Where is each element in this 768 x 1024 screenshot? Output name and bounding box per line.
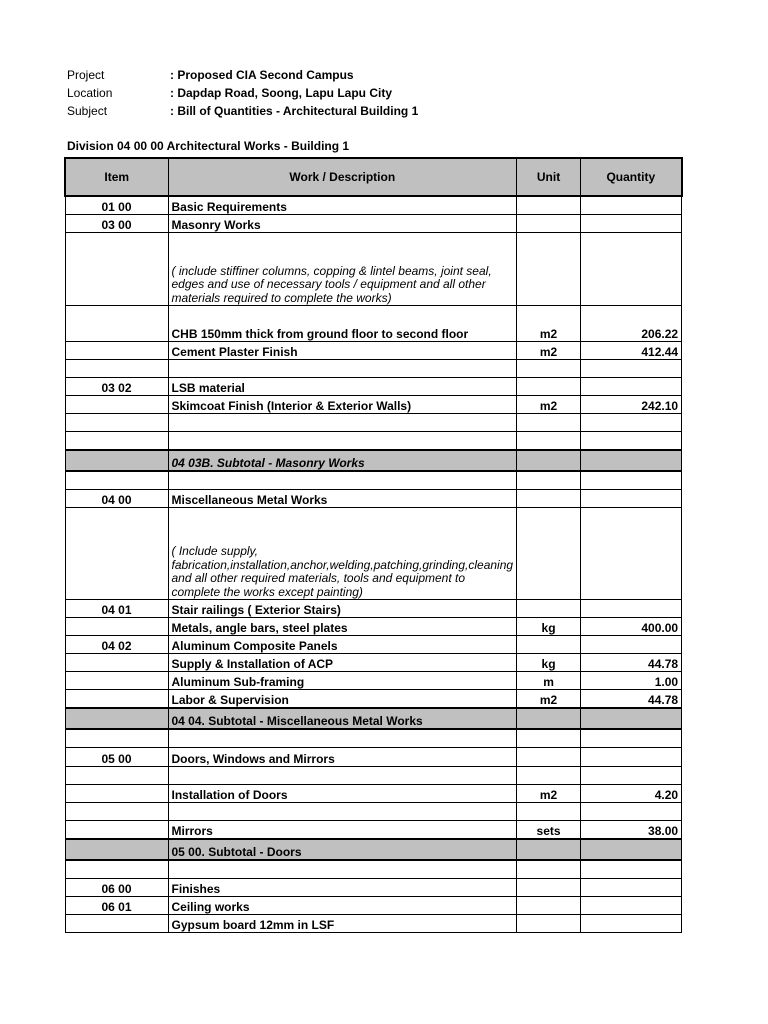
description-cell: ( Include supply, fabrication,installation,anchor,welding,patching,grinding,cleaning and all other required materials, tools and equipment to complete the works except painting) <box>168 508 517 600</box>
table-row <box>65 306 682 342</box>
unit-cell <box>517 471 581 490</box>
quantity-cell: 412.44 <box>581 342 682 360</box>
table-row <box>65 636 682 654</box>
description-cell: Basic Requirements <box>168 196 517 215</box>
quantity-cell <box>581 490 682 508</box>
quantity-cell <box>581 729 682 748</box>
table-row <box>65 432 682 451</box>
item-cell <box>65 432 168 451</box>
unit-cell <box>517 432 581 451</box>
unit-cell <box>517 636 581 654</box>
item-cell <box>65 785 168 803</box>
table-row <box>65 897 682 915</box>
item-cell <box>65 767 168 785</box>
quantity-cell <box>581 708 682 729</box>
description-cell: Supply & Installation of ACP <box>168 654 517 672</box>
table-row <box>65 672 682 690</box>
table-row <box>65 821 682 840</box>
subject-row <box>67 102 418 120</box>
description-cell: Skimcoat Finish (Interior & Exterior Walls) <box>168 396 517 414</box>
quantity-cell: 44.78 <box>581 690 682 709</box>
quantity-cell <box>581 196 682 215</box>
unit-cell <box>517 490 581 508</box>
item-cell <box>65 414 168 432</box>
description-cell: Stair railings ( Exterior Stairs) <box>168 600 517 618</box>
description-cell: Labor & Supervision <box>168 690 517 709</box>
table-row <box>65 414 682 432</box>
document-header <box>67 66 418 120</box>
description-cell: Gypsum board 12mm in LSF <box>168 915 517 933</box>
quantity-cell: 38.00 <box>581 821 682 840</box>
description-cell: 04 04. Subtotal - Miscellaneous Metal Works <box>168 708 517 729</box>
description-cell: 05 00. Subtotal - Doors <box>168 839 517 860</box>
unit-cell: m2 <box>517 342 581 360</box>
description-cell <box>168 414 517 432</box>
table-row <box>65 360 682 378</box>
quantity-cell: 242.10 <box>581 396 682 414</box>
table-row <box>65 233 682 306</box>
description-cell <box>168 803 517 821</box>
unit-cell <box>517 215 581 233</box>
item-cell: 04 01 <box>65 600 168 618</box>
quantity-cell <box>581 215 682 233</box>
subtotal-row <box>65 708 682 729</box>
table-row <box>65 508 682 600</box>
table-row <box>65 378 682 396</box>
item-cell <box>65 915 168 933</box>
unit-cell <box>517 600 581 618</box>
item-cell: 05 00 <box>65 748 168 767</box>
table-row <box>65 803 682 821</box>
table-body <box>65 196 682 933</box>
description-cell <box>168 360 517 378</box>
table-row <box>65 860 682 879</box>
item-cell: 06 01 <box>65 897 168 915</box>
unit-cell <box>517 450 581 471</box>
quantity-cell <box>581 860 682 879</box>
unit-cell <box>517 360 581 378</box>
quantity-cell <box>581 471 682 490</box>
description-cell: Cement Plaster Finish <box>168 342 517 360</box>
table-row <box>65 618 682 636</box>
quantity-cell: 4.20 <box>581 785 682 803</box>
quantity-cell <box>581 378 682 396</box>
table-header-row <box>65 158 682 196</box>
unit-cell: m <box>517 672 581 690</box>
description-cell: Installation of Doors <box>168 785 517 803</box>
project-value: : Proposed CIA Second Campus <box>170 68 354 82</box>
subtotal-row <box>65 450 682 471</box>
item-cell <box>65 618 168 636</box>
quantity-cell: 400.00 <box>581 618 682 636</box>
item-cell: 03 00 <box>65 215 168 233</box>
quantity-cell <box>581 897 682 915</box>
item-cell <box>65 306 168 342</box>
unit-cell <box>517 803 581 821</box>
table-row <box>65 690 682 709</box>
table-row <box>65 785 682 803</box>
location-row <box>67 84 418 102</box>
description-cell <box>168 729 517 748</box>
item-cell <box>65 450 168 471</box>
item-cell <box>65 729 168 748</box>
item-cell: 04 02 <box>65 636 168 654</box>
item-cell <box>65 803 168 821</box>
unit-cell <box>517 860 581 879</box>
unit-cell: m2 <box>517 396 581 414</box>
description-cell <box>168 767 517 785</box>
column-header-unit: Unit <box>517 158 581 196</box>
description-cell: Mirrors <box>168 821 517 840</box>
project-row <box>67 66 418 84</box>
quantity-cell <box>581 600 682 618</box>
description-cell: Masonry Works <box>168 215 517 233</box>
item-cell <box>65 508 168 600</box>
quantity-cell <box>581 915 682 933</box>
item-cell <box>65 654 168 672</box>
subject-label: Subject <box>67 104 108 118</box>
quantity-cell <box>581 360 682 378</box>
description-cell: Doors, Windows and Mirrors <box>168 748 517 767</box>
quantity-cell <box>581 414 682 432</box>
quantity-cell: 206.22 <box>581 306 682 342</box>
table-row <box>65 600 682 618</box>
item-cell <box>65 690 168 709</box>
project-label: Project <box>67 68 105 82</box>
column-header-item: Item <box>65 158 168 196</box>
description-cell: ( include stiffiner columns, copping & lintel beams, joint seal, edges and use of necessary tools / equipment and all other materials required to complete the works) <box>168 233 517 306</box>
description-cell: LSB material <box>168 378 517 396</box>
unit-cell: m2 <box>517 306 581 342</box>
description-cell: Miscellaneous Metal Works <box>168 490 517 508</box>
description-cell: CHB 150mm thick from ground floor to second floor <box>168 306 517 342</box>
description-cell: Aluminum Sub-framing <box>168 672 517 690</box>
table-row <box>65 342 682 360</box>
table-row <box>65 396 682 414</box>
table-row <box>65 767 682 785</box>
unit-cell: m2 <box>517 690 581 709</box>
unit-cell: m2 <box>517 785 581 803</box>
item-cell <box>65 396 168 414</box>
quantity-cell <box>581 748 682 767</box>
table-row <box>65 879 682 897</box>
unit-cell <box>517 729 581 748</box>
unit-cell <box>517 915 581 933</box>
description-cell: 04 03B. Subtotal - Masonry Works <box>168 450 517 471</box>
description-cell: Ceiling works <box>168 897 517 915</box>
division-title: Division 04 00 00 Architectural Works - Building 1 <box>67 139 350 153</box>
unit-cell: sets <box>517 821 581 840</box>
table-row <box>65 471 682 490</box>
unit-cell <box>517 233 581 306</box>
description-cell: Metals, angle bars, steel plates <box>168 618 517 636</box>
quantity-cell <box>581 233 682 306</box>
item-cell <box>65 672 168 690</box>
location-label: Location <box>67 86 113 100</box>
unit-cell <box>517 378 581 396</box>
unit-cell: kg <box>517 618 581 636</box>
table-row <box>65 215 682 233</box>
table-row <box>65 654 682 672</box>
item-cell <box>65 860 168 879</box>
table-row <box>65 490 682 508</box>
quantity-cell <box>581 636 682 654</box>
description-cell <box>168 471 517 490</box>
quantity-cell: 1.00 <box>581 672 682 690</box>
description-cell <box>168 432 517 451</box>
unit-cell <box>517 839 581 860</box>
bill-of-quantities-table <box>64 157 683 933</box>
item-cell: 04 00 <box>65 490 168 508</box>
quantity-cell <box>581 508 682 600</box>
quantity-cell <box>581 879 682 897</box>
description-cell: Aluminum Composite Panels <box>168 636 517 654</box>
quantity-cell: 44.78 <box>581 654 682 672</box>
location-value: : Dapdap Road, Soong, Lapu Lapu City <box>170 86 392 100</box>
item-cell: 03 02 <box>65 378 168 396</box>
quantity-cell <box>581 839 682 860</box>
unit-cell <box>517 196 581 215</box>
unit-cell <box>517 748 581 767</box>
quantity-cell <box>581 767 682 785</box>
item-cell: 06 00 <box>65 879 168 897</box>
unit-cell: kg <box>517 654 581 672</box>
item-cell <box>65 708 168 729</box>
item-cell <box>65 360 168 378</box>
unit-cell <box>517 708 581 729</box>
column-header-description: Work / Description <box>168 158 517 196</box>
unit-cell <box>517 897 581 915</box>
quantity-cell <box>581 432 682 451</box>
table-row <box>65 915 682 933</box>
unit-cell <box>517 879 581 897</box>
item-cell <box>65 233 168 306</box>
quantity-cell <box>581 450 682 471</box>
table-row <box>65 748 682 767</box>
unit-cell <box>517 414 581 432</box>
unit-cell <box>517 767 581 785</box>
description-cell: Finishes <box>168 879 517 897</box>
column-header-quantity: Quantity <box>581 158 682 196</box>
item-cell <box>65 342 168 360</box>
unit-cell <box>517 508 581 600</box>
description-cell <box>168 860 517 879</box>
subject-value: : Bill of Quantities - Architectural Building 1 <box>170 104 419 118</box>
quantity-cell <box>581 803 682 821</box>
item-cell <box>65 839 168 860</box>
table-row <box>65 729 682 748</box>
item-cell <box>65 471 168 490</box>
subtotal-row <box>65 839 682 860</box>
table-row <box>65 196 682 215</box>
item-cell <box>65 821 168 840</box>
item-cell: 01 00 <box>65 196 168 215</box>
